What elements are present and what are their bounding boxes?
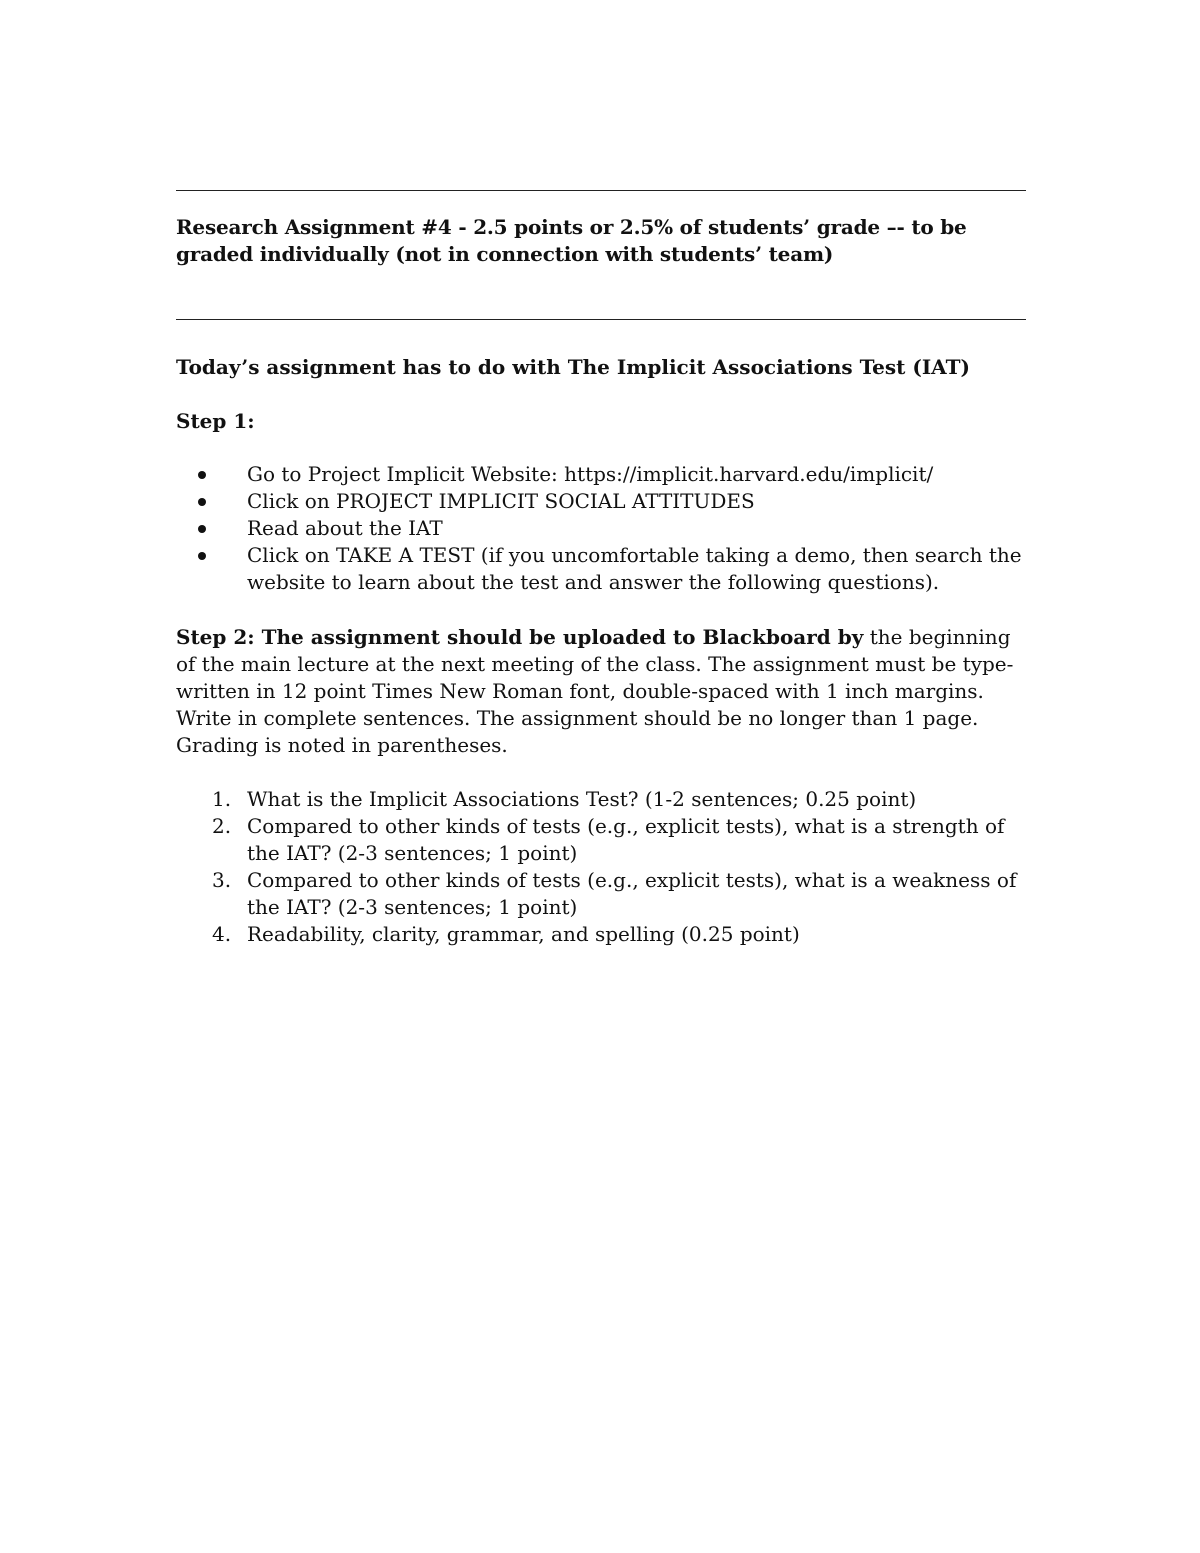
question-text: What is the Implicit Associations Test? (1-2 sentences; 0.25 point) (247, 787, 917, 811)
list-item (176, 542, 1026, 596)
list-item (176, 488, 1026, 515)
bullet-icon (198, 471, 206, 479)
step1-label: Step 1: (176, 409, 255, 433)
list-item (176, 786, 1026, 813)
assignment-heading: Research Assignment #4 - 2.5 points or 2.5% of students’ grade –- to be graded individually (not in connection with students’ team) (176, 215, 967, 266)
step2-bold-text: Step 2: The assignment should be uploaded to Blackboard by (176, 625, 864, 649)
middle-divider (176, 319, 1026, 320)
step1-bullet-list (176, 461, 1026, 596)
list-item-text: Read about the IAT (247, 516, 443, 540)
list-item-text: Go to Project Implicit Website: https://implicit.harvard.edu/implicit/ (247, 462, 934, 486)
top-divider (176, 190, 1026, 191)
bullet-icon (198, 552, 206, 560)
bullet-icon (198, 525, 206, 533)
question-list (176, 786, 1026, 948)
question-number: 4. (212, 922, 232, 946)
list-item-text: Click on PROJECT IMPLICIT SOCIAL ATTITUDES (247, 489, 755, 513)
bullet-icon (198, 498, 206, 506)
question-number: 1. (212, 787, 232, 811)
list-item (176, 515, 1026, 542)
question-text: Compared to other kinds of tests (e.g., explicit tests), what is a weakness of the IAT? (2-3 sentences; 1 point) (247, 868, 1017, 919)
list-item (176, 921, 1026, 948)
question-number: 3. (212, 868, 232, 892)
question-text: Readability, clarity, grammar, and spelling (0.25 point) (247, 922, 800, 946)
question-text: Compared to other kinds of tests (e.g., explicit tests), what is a strength of the IAT? (2-3 sentences; 1 point) (247, 814, 1005, 865)
list-item (176, 867, 1026, 921)
list-item (176, 813, 1026, 867)
list-item-text: Click on TAKE A TEST (if you uncomfortable taking a demo, then search the website to learn about the test and answer the following questions). (247, 543, 1022, 594)
step2-paragraph (176, 624, 1026, 759)
assignment-title: Today’s assignment has to do with The Implicit Associations Test (IAT) (176, 355, 970, 379)
step2-body-text: the beginning of the main lecture at the next meeting of the class. The assignment must be type-written in 12 point Times New Roman font, double-spaced with 1 inch margins. Write in complete sentences. The assignment should be no longer than 1 page. Grading is noted in parentheses. (176, 625, 1014, 757)
list-item (176, 461, 1026, 488)
question-number: 2. (212, 814, 232, 838)
